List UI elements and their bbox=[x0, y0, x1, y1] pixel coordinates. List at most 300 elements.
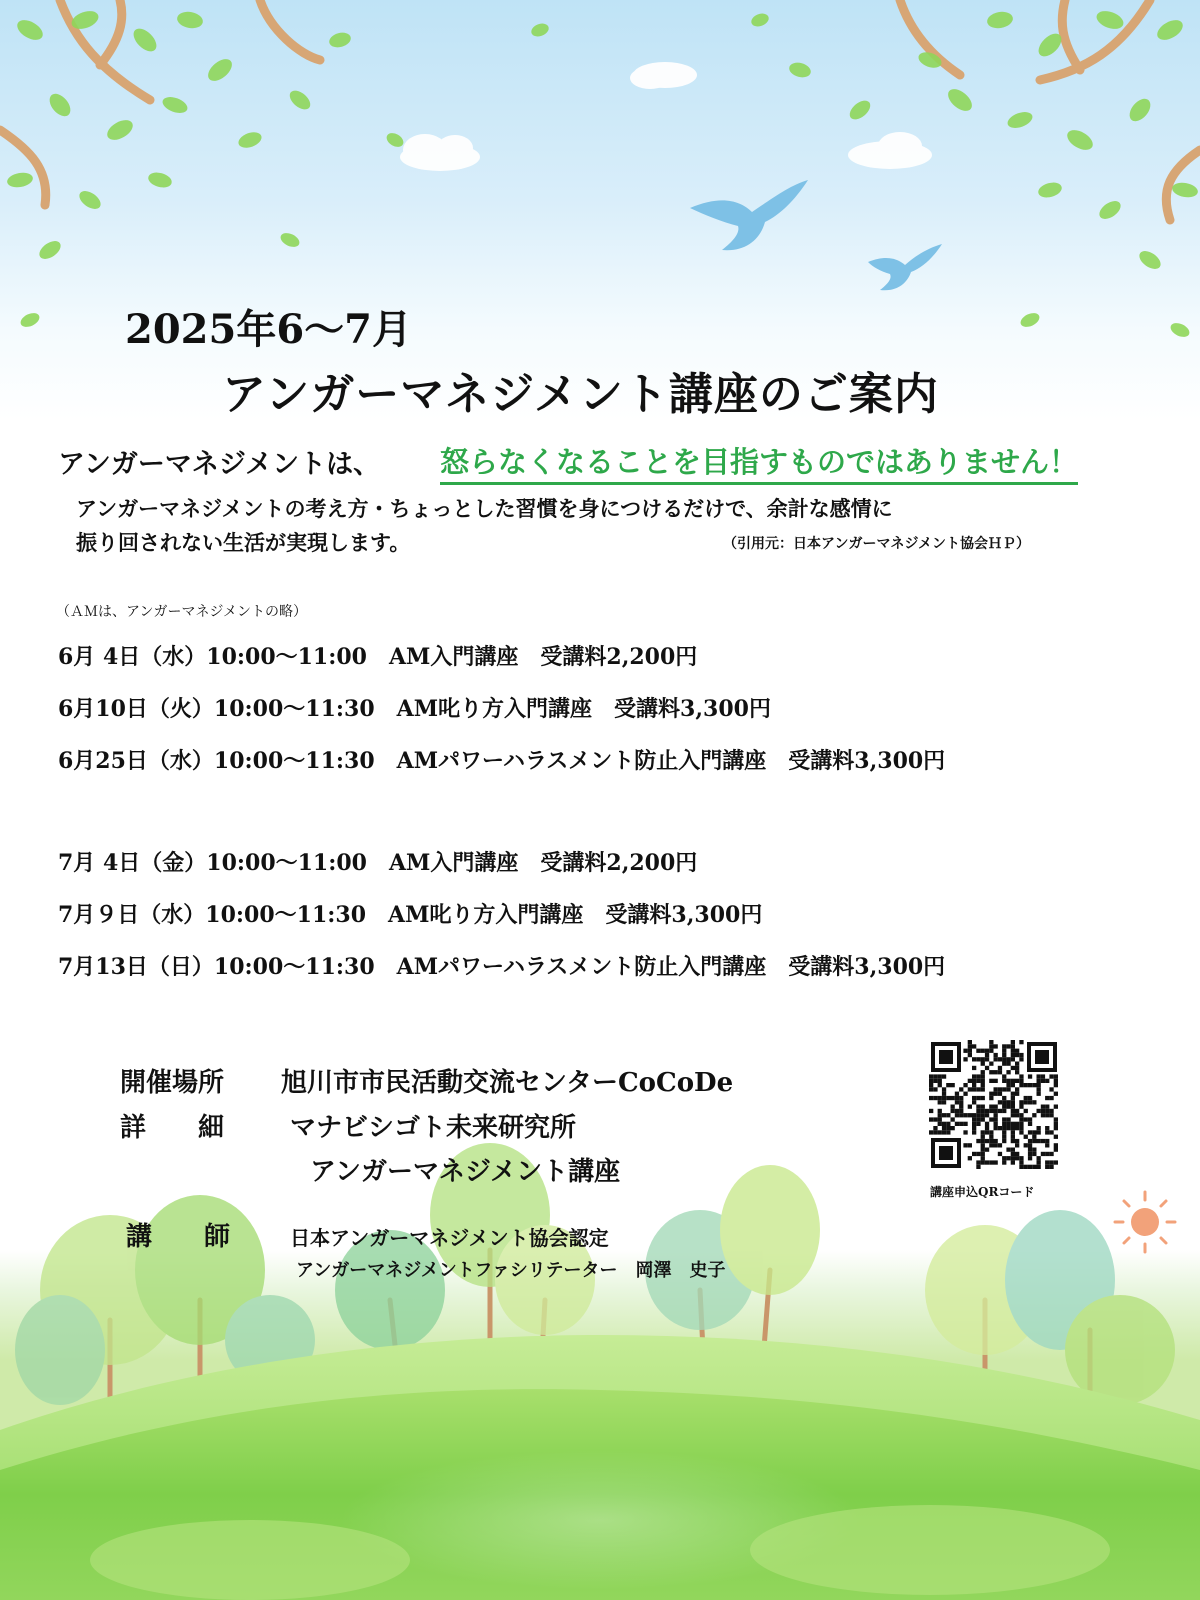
qr-module bbox=[1015, 1066, 1019, 1070]
qr-module bbox=[938, 1100, 942, 1104]
qr-module bbox=[968, 1156, 972, 1160]
qr-module bbox=[981, 1135, 985, 1139]
qr-module bbox=[981, 1143, 985, 1147]
qr-module bbox=[1019, 1100, 1023, 1104]
qr-module bbox=[1037, 1092, 1041, 1096]
qr-module bbox=[942, 1092, 946, 1096]
qr-module bbox=[1054, 1126, 1058, 1130]
qr-module bbox=[976, 1117, 980, 1121]
qr-module bbox=[1024, 1143, 1028, 1147]
qr-module bbox=[1032, 1100, 1036, 1104]
qr-module bbox=[1002, 1126, 1006, 1130]
qr-module bbox=[1011, 1079, 1015, 1083]
qr-module bbox=[1024, 1135, 1028, 1139]
qr-module bbox=[1006, 1126, 1010, 1130]
qr-module bbox=[1015, 1139, 1019, 1143]
qr-module bbox=[998, 1087, 1002, 1091]
qr-module bbox=[1006, 1105, 1010, 1109]
qr-module bbox=[1015, 1079, 1019, 1083]
qr-module bbox=[1032, 1083, 1036, 1087]
qr-module bbox=[1006, 1083, 1010, 1087]
qr-module bbox=[981, 1062, 985, 1066]
qr-module bbox=[946, 1130, 950, 1134]
qr-code[interactable] bbox=[929, 1040, 1059, 1170]
qr-module bbox=[1049, 1160, 1053, 1164]
venue-value: 旭川市市民活動交流センターCoCoDe bbox=[281, 1068, 734, 1098]
qr-module bbox=[976, 1109, 980, 1113]
qr-module bbox=[938, 1096, 942, 1100]
qr-module bbox=[1011, 1156, 1015, 1160]
qr-module bbox=[1002, 1044, 1006, 1048]
qr-module bbox=[994, 1105, 998, 1109]
qr-module bbox=[998, 1126, 1002, 1130]
qr-module bbox=[981, 1117, 985, 1121]
qr-module bbox=[1032, 1148, 1036, 1152]
qr-module bbox=[1002, 1074, 1006, 1078]
qr-module bbox=[1015, 1070, 1019, 1074]
qr-module bbox=[1019, 1040, 1023, 1044]
qr-module bbox=[981, 1087, 985, 1091]
qr-module bbox=[1015, 1092, 1019, 1096]
qr-module bbox=[933, 1130, 937, 1134]
qr-module bbox=[1041, 1079, 1045, 1083]
qr-module bbox=[1002, 1049, 1006, 1053]
qr-module bbox=[1011, 1109, 1015, 1113]
qr-module bbox=[933, 1074, 937, 1078]
qr-module bbox=[1045, 1143, 1049, 1147]
qr-module bbox=[938, 1122, 942, 1126]
qr-module bbox=[998, 1109, 1002, 1113]
qr-module bbox=[1006, 1062, 1010, 1066]
schedule-row: 7月 4日（金）10:00～11:00 AM入門講座 受講料2,200円 bbox=[58, 850, 698, 876]
qr-module bbox=[1015, 1113, 1019, 1117]
qr-module bbox=[972, 1122, 976, 1126]
qr-module bbox=[976, 1105, 980, 1109]
qr-module bbox=[972, 1100, 976, 1104]
detail-label: 詳 細 bbox=[120, 1113, 225, 1143]
qr-module bbox=[994, 1053, 998, 1057]
qr-module bbox=[989, 1135, 993, 1139]
qr-module bbox=[985, 1160, 989, 1164]
qr-module bbox=[968, 1105, 972, 1109]
qr-module bbox=[976, 1139, 980, 1143]
qr-module bbox=[1002, 1062, 1006, 1066]
qr-module bbox=[933, 1117, 937, 1121]
qr-module bbox=[998, 1143, 1002, 1147]
qr-module bbox=[981, 1160, 985, 1164]
qr-module bbox=[951, 1117, 955, 1121]
qr-module bbox=[981, 1079, 985, 1083]
qr-module bbox=[1054, 1122, 1058, 1126]
qr-module bbox=[1019, 1113, 1023, 1117]
qr-module bbox=[963, 1122, 967, 1126]
qr-module bbox=[959, 1096, 963, 1100]
qr-module bbox=[1032, 1113, 1036, 1117]
qr-module bbox=[929, 1074, 933, 1078]
qr-module bbox=[1019, 1130, 1023, 1134]
qr-module bbox=[959, 1122, 963, 1126]
qr-module bbox=[929, 1117, 933, 1121]
qr-module bbox=[989, 1109, 993, 1113]
qr-module bbox=[951, 1105, 955, 1109]
qr-module bbox=[1015, 1143, 1019, 1147]
qr-module bbox=[1028, 1139, 1032, 1143]
qr-module bbox=[994, 1079, 998, 1083]
qr-module bbox=[976, 1152, 980, 1156]
qr-module bbox=[1011, 1139, 1015, 1143]
qr-module bbox=[933, 1126, 937, 1130]
qr-module bbox=[1037, 1139, 1041, 1143]
qr-module bbox=[1041, 1139, 1045, 1143]
qr-module bbox=[981, 1113, 985, 1117]
qr-module bbox=[1041, 1113, 1045, 1117]
qr-module bbox=[994, 1122, 998, 1126]
qr-module bbox=[972, 1113, 976, 1117]
qr-module bbox=[1054, 1074, 1058, 1078]
qr-module bbox=[998, 1066, 1002, 1070]
citation: （引用元：日本アンガーマネジメント協会ＨＰ） bbox=[723, 536, 1031, 552]
qr-module bbox=[1002, 1109, 1006, 1113]
qr-module bbox=[1028, 1100, 1032, 1104]
qr-module bbox=[985, 1049, 989, 1053]
qr-module bbox=[998, 1152, 1002, 1156]
qr-module bbox=[972, 1074, 976, 1078]
qr-module bbox=[1015, 1152, 1019, 1156]
qr-module bbox=[955, 1100, 959, 1104]
schedule-row: 6月10日（火）10:00～11:30 AM叱り方入門講座 受講料3,300円 bbox=[58, 696, 771, 722]
qr-module bbox=[1045, 1165, 1049, 1169]
qr-module bbox=[938, 1109, 942, 1113]
qr-module bbox=[968, 1049, 972, 1053]
qr-module bbox=[1011, 1122, 1015, 1126]
qr-module bbox=[1045, 1160, 1049, 1164]
qr-module bbox=[1028, 1083, 1032, 1087]
qr-module bbox=[981, 1152, 985, 1156]
qr-module bbox=[1002, 1079, 1006, 1083]
qr-module bbox=[989, 1049, 993, 1053]
qr-module bbox=[1011, 1092, 1015, 1096]
qr-module bbox=[989, 1143, 993, 1147]
qr-module bbox=[1054, 1160, 1058, 1164]
schedule-row: 7月13日（日）10:00～11:30 AMパワーハラスメント防止入門講座 受講料3,300円 bbox=[58, 954, 946, 980]
qr-module bbox=[1032, 1130, 1036, 1134]
qr-module bbox=[1054, 1148, 1058, 1152]
qr-module bbox=[1019, 1074, 1023, 1078]
qr-module bbox=[989, 1139, 993, 1143]
qr-module bbox=[1024, 1165, 1028, 1169]
qr-module bbox=[1011, 1044, 1015, 1048]
qr-module bbox=[942, 1126, 946, 1130]
qr-module bbox=[1002, 1100, 1006, 1104]
qr-module bbox=[989, 1160, 993, 1164]
qr-module bbox=[972, 1044, 976, 1048]
qr-module bbox=[1019, 1165, 1023, 1169]
qr-module bbox=[1011, 1096, 1015, 1100]
qr-module bbox=[933, 1087, 937, 1091]
qr-module bbox=[1037, 1109, 1041, 1113]
qr-module bbox=[938, 1113, 942, 1117]
qr-module bbox=[998, 1057, 1002, 1061]
qr-module bbox=[972, 1152, 976, 1156]
qr-module bbox=[955, 1109, 959, 1113]
qr-module bbox=[1032, 1152, 1036, 1156]
qr-module bbox=[976, 1160, 980, 1164]
qr-module bbox=[989, 1044, 993, 1048]
qr-module bbox=[1006, 1079, 1010, 1083]
qr-module bbox=[1041, 1074, 1045, 1078]
qr-module bbox=[1011, 1105, 1015, 1109]
qr-module bbox=[942, 1130, 946, 1134]
qr-module bbox=[994, 1160, 998, 1164]
page-title: アンガーマネジメント講座のご案内 bbox=[222, 369, 939, 420]
qr-module bbox=[1002, 1122, 1006, 1126]
qr-module bbox=[1019, 1053, 1023, 1057]
qr-module bbox=[1019, 1079, 1023, 1083]
schedule-row: 7月９日（水）10:00～11:30 AM叱り方入門講座 受講料3,300円 bbox=[58, 902, 763, 928]
qr-module bbox=[1041, 1109, 1045, 1113]
qr-module bbox=[972, 1057, 976, 1061]
qr-module bbox=[942, 1087, 946, 1091]
qr-module bbox=[985, 1053, 989, 1057]
qr-module bbox=[1019, 1160, 1023, 1164]
qr-module bbox=[1006, 1117, 1010, 1121]
qr-module bbox=[1002, 1087, 1006, 1091]
qr-module bbox=[994, 1139, 998, 1143]
qr-module bbox=[1049, 1087, 1053, 1091]
qr-module bbox=[976, 1096, 980, 1100]
qr-module bbox=[1054, 1105, 1058, 1109]
qr-module bbox=[933, 1096, 937, 1100]
qr-module bbox=[985, 1066, 989, 1070]
qr-module bbox=[989, 1040, 993, 1044]
qr-module bbox=[1002, 1139, 1006, 1143]
title-year-month: 2025年6～7月 bbox=[125, 306, 412, 353]
qr-module bbox=[1037, 1165, 1041, 1169]
lecturer-label: 講 師 bbox=[126, 1222, 231, 1252]
qr-module bbox=[1002, 1130, 1006, 1134]
qr-module bbox=[1011, 1126, 1015, 1130]
qr-module bbox=[959, 1087, 963, 1091]
qr-module bbox=[1054, 1143, 1058, 1147]
qr-module bbox=[972, 1087, 976, 1091]
lecturer-line-2: アンガーマネジメントファシリテーター 岡澤 史子 bbox=[296, 1260, 726, 1281]
qr-module bbox=[963, 1083, 967, 1087]
qr-module bbox=[1002, 1156, 1006, 1160]
qr-module bbox=[1019, 1126, 1023, 1130]
qr-module bbox=[1037, 1074, 1041, 1078]
qr-module bbox=[976, 1165, 980, 1169]
qr-module bbox=[968, 1053, 972, 1057]
qr-module bbox=[968, 1113, 972, 1117]
qr-module bbox=[1037, 1087, 1041, 1091]
qr-module bbox=[1041, 1152, 1045, 1156]
qr-module bbox=[981, 1109, 985, 1113]
qr-module bbox=[968, 1040, 972, 1044]
qr-module bbox=[1045, 1152, 1049, 1156]
qr-module bbox=[1011, 1049, 1015, 1053]
qr-module bbox=[942, 1113, 946, 1117]
qr-module bbox=[985, 1122, 989, 1126]
qr-module bbox=[1054, 1083, 1058, 1087]
qr-module bbox=[976, 1057, 980, 1061]
qr-module bbox=[955, 1122, 959, 1126]
qr-module bbox=[1024, 1096, 1028, 1100]
qr-module bbox=[929, 1083, 933, 1087]
qr-module bbox=[1006, 1148, 1010, 1152]
qr-module bbox=[968, 1143, 972, 1147]
qr-module bbox=[981, 1148, 985, 1152]
qr-module bbox=[1019, 1122, 1023, 1126]
qr-module bbox=[981, 1156, 985, 1160]
qr-module bbox=[946, 1122, 950, 1126]
qr-module bbox=[1006, 1100, 1010, 1104]
qr-module bbox=[1054, 1079, 1058, 1083]
qr-module bbox=[1006, 1057, 1010, 1061]
qr-module bbox=[1024, 1109, 1028, 1113]
qr-module bbox=[1028, 1074, 1032, 1078]
qr-module bbox=[1049, 1074, 1053, 1078]
qr-module bbox=[1045, 1139, 1049, 1143]
qr-module bbox=[963, 1113, 967, 1117]
qr-module bbox=[1011, 1083, 1015, 1087]
qr-module bbox=[929, 1087, 933, 1091]
qr-module bbox=[929, 1096, 933, 1100]
qr-caption: 講座申込QRコード bbox=[930, 1185, 1035, 1199]
qr-module bbox=[968, 1087, 972, 1091]
qr-module bbox=[938, 1083, 942, 1087]
qr-module bbox=[1049, 1165, 1053, 1169]
qr-module bbox=[1028, 1156, 1032, 1160]
qr-module bbox=[946, 1083, 950, 1087]
qr-module bbox=[994, 1113, 998, 1117]
lead-body-line-1: アンガーマネジメントの考え方・ちょっとした習慣を身につけるだけで、余計な感情に bbox=[76, 497, 893, 521]
qr-module bbox=[994, 1126, 998, 1130]
qr-module bbox=[981, 1096, 985, 1100]
qr-module bbox=[1011, 1135, 1015, 1139]
qr-module bbox=[985, 1126, 989, 1130]
qr-module bbox=[981, 1105, 985, 1109]
qr-module bbox=[976, 1122, 980, 1126]
qr-module bbox=[1045, 1130, 1049, 1134]
qr-module bbox=[946, 1126, 950, 1130]
qr-module bbox=[929, 1079, 933, 1083]
qr-module bbox=[1045, 1096, 1049, 1100]
qr-module bbox=[981, 1130, 985, 1134]
lecturer-line-1: 日本アンガーマネジメント協会認定 bbox=[290, 1226, 609, 1250]
qr-module bbox=[989, 1130, 993, 1134]
qr-module bbox=[946, 1096, 950, 1100]
qr-module bbox=[1028, 1096, 1032, 1100]
qr-module bbox=[955, 1096, 959, 1100]
qr-module bbox=[938, 1079, 942, 1083]
qr-module bbox=[942, 1096, 946, 1100]
qr-module bbox=[963, 1092, 967, 1096]
qr-module bbox=[1015, 1156, 1019, 1160]
qr-module bbox=[963, 1143, 967, 1147]
qr-module bbox=[1049, 1096, 1053, 1100]
qr-module bbox=[998, 1100, 1002, 1104]
qr-module bbox=[1002, 1135, 1006, 1139]
qr-module bbox=[989, 1062, 993, 1066]
qr-module bbox=[1002, 1105, 1006, 1109]
qr-module bbox=[1015, 1049, 1019, 1053]
qr-module bbox=[929, 1109, 933, 1113]
qr-module bbox=[985, 1130, 989, 1134]
qr-module bbox=[968, 1079, 972, 1083]
qr-module bbox=[929, 1130, 933, 1134]
qr-module bbox=[1049, 1113, 1053, 1117]
qr-module bbox=[942, 1074, 946, 1078]
qr-module bbox=[994, 1070, 998, 1074]
qr-module bbox=[938, 1074, 942, 1078]
qr-module bbox=[972, 1126, 976, 1130]
qr-module bbox=[976, 1113, 980, 1117]
qr-module bbox=[981, 1074, 985, 1078]
qr-module bbox=[989, 1079, 993, 1083]
qr-module bbox=[1045, 1079, 1049, 1083]
qr-module bbox=[1019, 1083, 1023, 1087]
venue-label: 開催場所 bbox=[120, 1068, 225, 1098]
qr-module bbox=[994, 1117, 998, 1121]
qr-module bbox=[938, 1117, 942, 1121]
qr-module bbox=[959, 1105, 963, 1109]
qr-module bbox=[963, 1130, 967, 1134]
am-abbreviation-note: （ＡＭは、アンガーマネジメントの略） bbox=[56, 604, 308, 620]
qr-module bbox=[981, 1139, 985, 1143]
qr-module bbox=[985, 1113, 989, 1117]
qr-module bbox=[1006, 1122, 1010, 1126]
qr-module bbox=[1054, 1117, 1058, 1121]
qr-module bbox=[989, 1117, 993, 1121]
detail-value-line-2: アンガーマネジメント講座 bbox=[310, 1157, 621, 1187]
qr-module bbox=[959, 1100, 963, 1104]
qr-module bbox=[938, 1130, 942, 1134]
qr-module bbox=[1015, 1126, 1019, 1130]
hill-shapes bbox=[0, 1335, 1200, 1600]
qr-module bbox=[1011, 1113, 1015, 1117]
qr-module bbox=[1054, 1135, 1058, 1139]
qr-module bbox=[1011, 1130, 1015, 1134]
qr-module bbox=[951, 1126, 955, 1130]
detail-value-line-1: マナビシゴト未来研究所 bbox=[290, 1113, 577, 1143]
qr-module bbox=[994, 1092, 998, 1096]
qr-module bbox=[989, 1105, 993, 1109]
qr-module bbox=[1015, 1087, 1019, 1091]
qr-module bbox=[994, 1057, 998, 1061]
qr-module bbox=[989, 1092, 993, 1096]
qr-module bbox=[972, 1130, 976, 1134]
qr-module bbox=[1024, 1083, 1028, 1087]
qr-module bbox=[981, 1083, 985, 1087]
qr-module bbox=[1024, 1117, 1028, 1121]
qr-module bbox=[1006, 1070, 1010, 1074]
qr-module bbox=[951, 1096, 955, 1100]
qr-module bbox=[981, 1057, 985, 1061]
qr-module bbox=[959, 1113, 963, 1117]
qr-module bbox=[972, 1083, 976, 1087]
qr-module bbox=[1011, 1066, 1015, 1070]
qr-module bbox=[1045, 1113, 1049, 1117]
qr-module bbox=[994, 1143, 998, 1147]
qr-module bbox=[1028, 1152, 1032, 1156]
qr-module bbox=[1041, 1105, 1045, 1109]
qr-module bbox=[976, 1079, 980, 1083]
qr-module bbox=[955, 1092, 959, 1096]
qr-module bbox=[1037, 1126, 1041, 1130]
qr-module bbox=[1015, 1062, 1019, 1066]
qr-module bbox=[1028, 1117, 1032, 1121]
qr-module bbox=[1045, 1126, 1049, 1130]
